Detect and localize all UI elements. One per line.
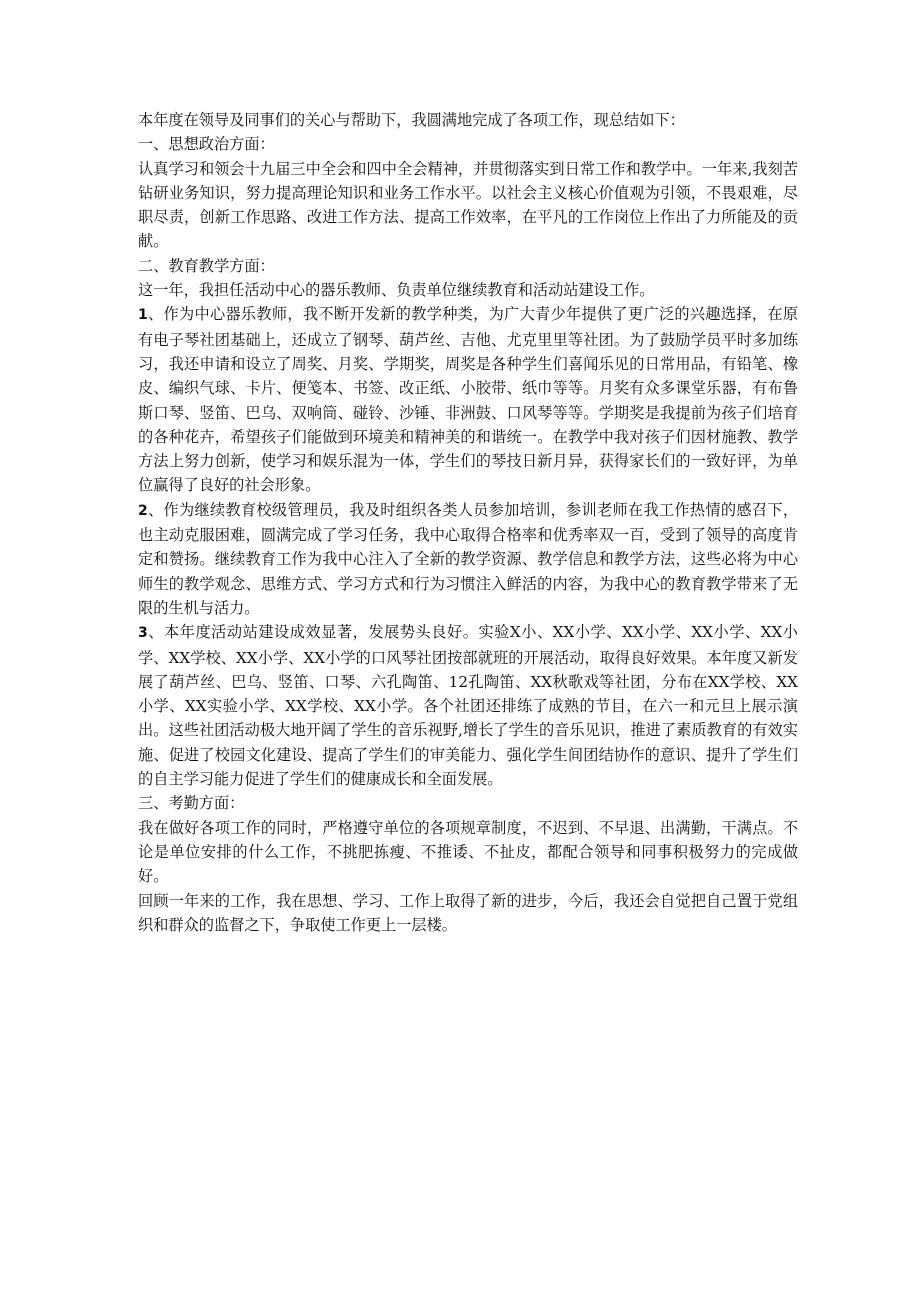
item-3-number: 3 — [138, 625, 148, 642]
item-2-paragraph — [138, 498, 798, 620]
section-3-paragraph: 我在做好各项工作的同时，严格遵守单位的各项规章制度，不迟到、不早退、出满勤，干满点。不论是单位安排的什么工作，不挑肥拣瘦、不推诿、不扯皮，都配合领导和同事积极努力的完成做好。 — [138, 818, 798, 886]
section-2-heading: 二、教育教学方面： — [138, 256, 275, 275]
item-2-number: 2 — [138, 502, 148, 519]
item-1-number: 1 — [138, 307, 148, 324]
item-2-text: 、作为继续教育校级管理员，我及时组织各类人员参加培训，参训老师在我工作热情的感召下，也主动克服困难，圆满完成了学习任务，我中心取得合格率和优秀率双一百，受到了领导的高度肯定和赞扬。继续教育工作为我中心注入了全新的教学资源、教学信息和教学方法，这些必将为中心师生的教学观念、思维方式、学习方式和行为习惯注入鲜活的内容，为我中心的教育教学带来了无限的生机与活力。 — [138, 500, 798, 617]
section-2-intro-paragraph: 这一年，我担任活动中心的器乐教师、负责单位继续教育和活动站建设工作。 — [138, 281, 655, 300]
item-1-text: 、作为中心器乐教师，我不断开发新的教学种类，为广大青少年提供了更广泛的兴趣选择，在原有电子琴社团基础上，还成立了钢琴、葫芦丝、吉他、尤克里里等社团。为了鼓励学员平时多加练习，我还申请和设立了周奖、月奖、学期奖，周奖是各种学生们喜闻乐见的日常用品，有铅笔、橡皮、编织气球、卡片、便笺本、书签、改正纸、小胶带、纸巾等等。月奖有众多课堂乐器，有布鲁斯口琴、竖笛、巴乌、双响筒、碰铃、沙锤、非洲鼓、口风琴等等。学期奖是我提前为孩子们培育的各种花卉，希望孩子们能做到环境美和精神美的和谐统一。在教学中我对孩子们因材施教、教学方法上努力创新，使学习和娱乐混为一体，学生们的琴技日新月异，获得家长们的一致好评，为单位赢得了良好的社会形象。 — [138, 305, 798, 495]
section-1-paragraph: 认真学习和领会十九届三中全会和四中全会精神，并贯彻落实到日常工作和教学中。一年来,我刻苦钻研业务知识，努力提高理论知识和业务工作水平。以社会主义核心价值观为引领，不畏艰难，尽职尽责，创新工作思路、改进工作方法、提高工作效率，在平凡的工作岗位上作出了力所能及的贡献。 — [138, 159, 798, 251]
item-1-paragraph — [138, 302, 798, 497]
intro-paragraph: 本年度在领导及同事们的关心与帮助下，我圆满地完成了各项工作，现总结如下： — [138, 111, 685, 129]
document-body — [138, 108, 798, 937]
section-1-heading: 一、思想政治方面： — [138, 135, 275, 154]
item-3-paragraph — [138, 620, 798, 791]
item-3-text: 、本年度活动站建设成效显著，发展势头良好。实验X小、XX小学、XX小学、XX小学、XX小学、XX学校、XX小学、XX小学的口风琴社团按部就班的开展活动，取得良好效果。本年度又新发展了葫芦丝、巴乌、竖笛、口琴、六孔陶笛、12孔陶笛、XX秋歌戏等社团，分布在XX学校、XX小学、XX实验小学、XX学校、XX小学。各个社团还排练了成熟的节目，在六一和元旦上展示演出。这些社团活动极大地开阔了学生的音乐视野,增长了学生的音乐见识，推进了素质教育的有效实施、促进了校园文化建设、提高了学生们的审美能力、强化学生间团结协作的意识、提升了学生们的自主学习能力促进了学生们的健康成长和全面发展。 — [138, 623, 798, 789]
conclusion-paragraph: 回顾一年来的工作，我在思想、学习、工作上取得了新的进步，今后，我还会自觉把自己置于党组织和群众的监督之下，争取使工作更上一层楼。 — [138, 891, 798, 934]
section-3-heading: 三、考勤方面： — [138, 794, 245, 813]
